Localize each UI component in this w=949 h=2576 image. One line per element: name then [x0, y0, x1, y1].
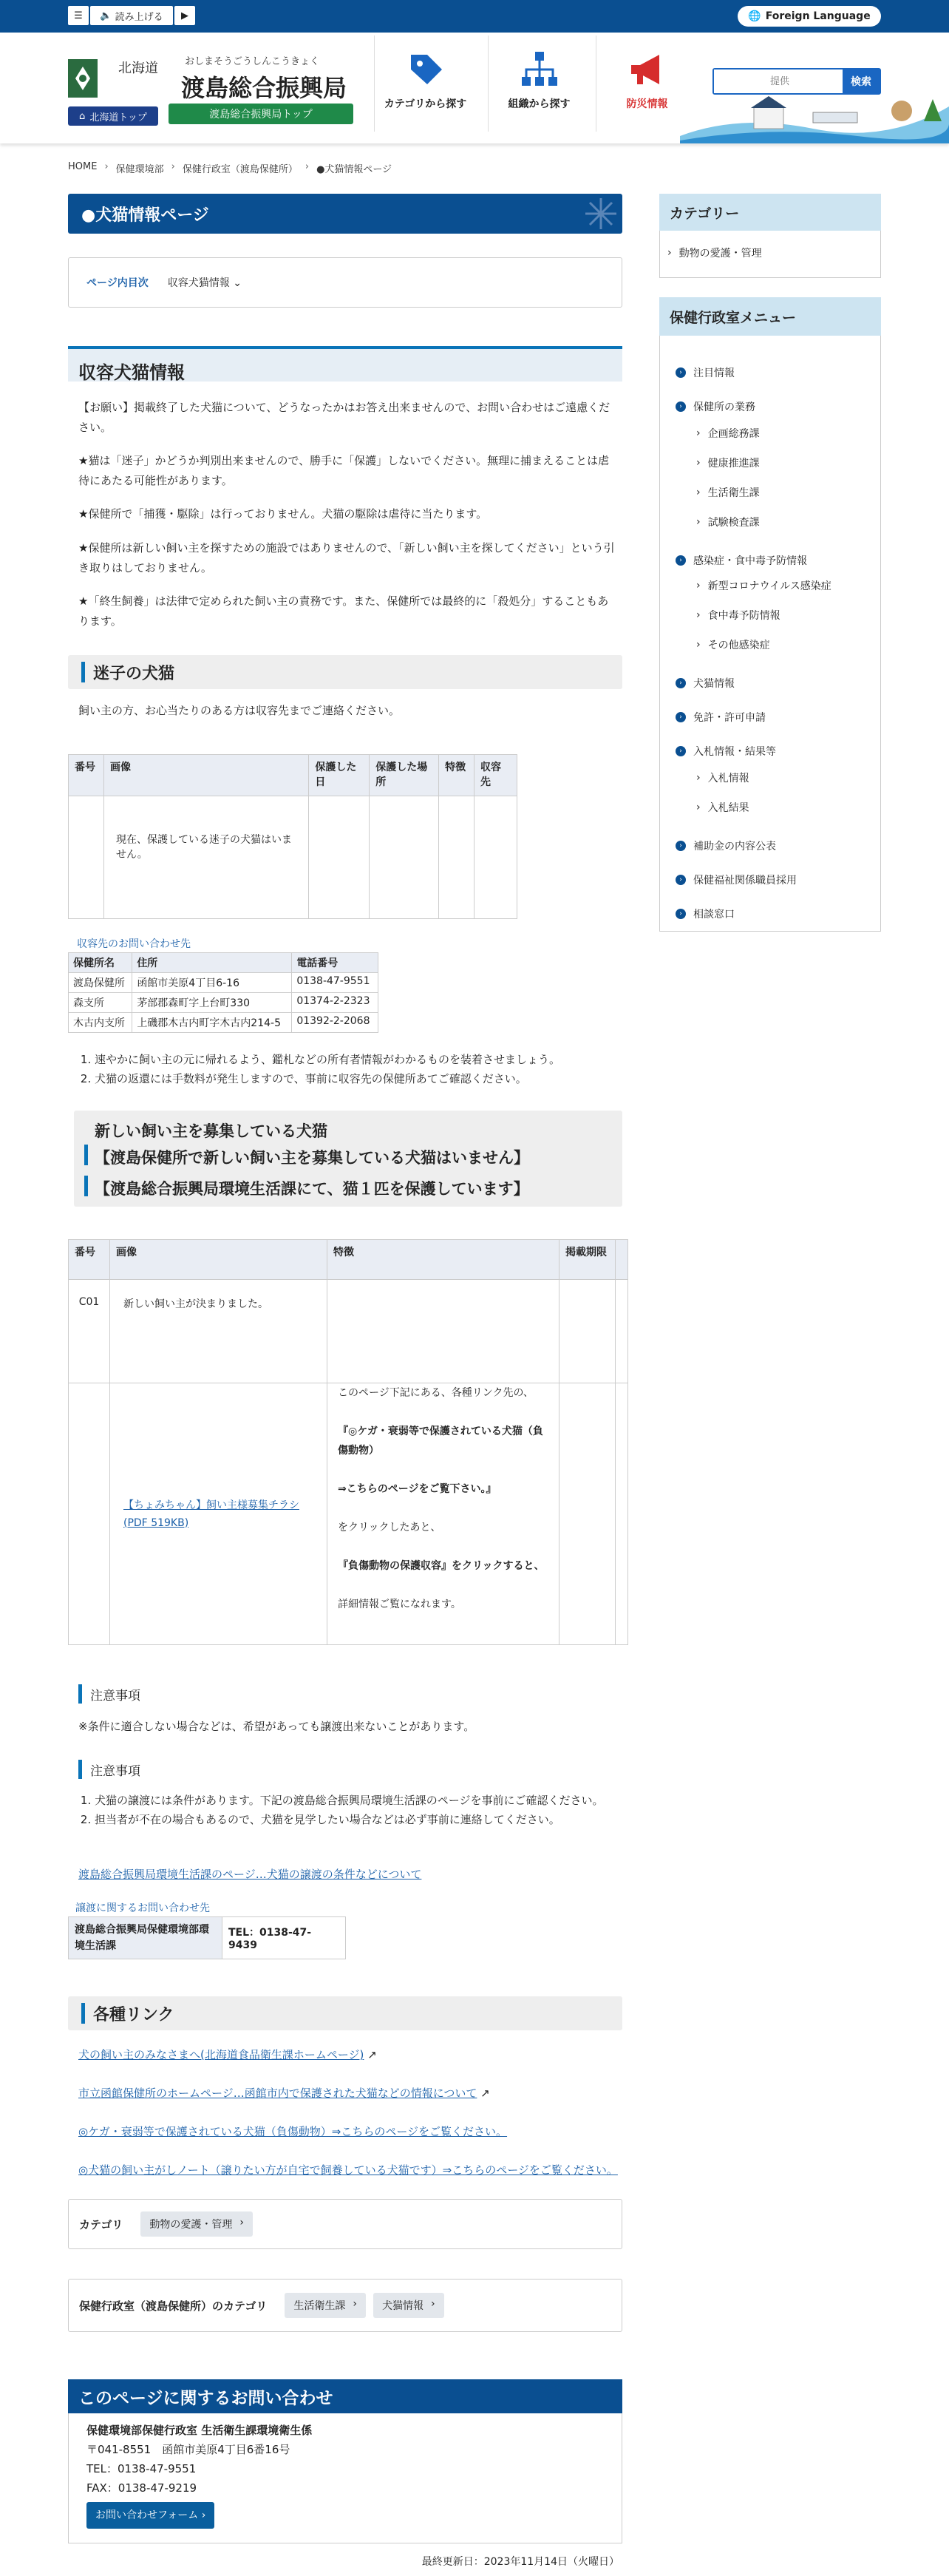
lost-heading: 迷子の犬猫	[68, 655, 622, 689]
hokkaido-emblem-icon	[68, 59, 98, 98]
table-cell: 茅部郡森町字上台町330	[132, 993, 292, 1013]
read-aloud-button[interactable]	[90, 6, 173, 25]
chevron-right-icon: ›	[696, 772, 701, 784]
feature-text: 『◎ケガ・衰弱等で保護されている犬猫（負傷動物）	[338, 1426, 543, 1457]
snowflake-icon	[584, 197, 618, 231]
hokkaido-top-label: 北海道トップ	[89, 112, 147, 123]
circle-chevron-icon: ›	[676, 555, 686, 566]
chevron-right-icon: ›	[696, 801, 701, 813]
env-section-link[interactable]: 渡島総合振興局環境生活課のページ…犬猫の譲渡の条件などについて	[78, 1868, 422, 1881]
table-cell: C01	[69, 1280, 110, 1383]
chevron-right-icon: ›	[305, 161, 310, 172]
table-cell	[616, 1280, 628, 1383]
adoption-heading: 新しい飼い主を募集している犬猫	[95, 1122, 327, 1140]
sidebar-menu-title: 保健行政室メニュー	[659, 297, 881, 336]
table-cell: 新しい飼い主が決まりました。	[110, 1280, 327, 1383]
chevron-right-icon: ›	[104, 161, 109, 172]
table-cell	[370, 796, 439, 919]
chevron-right-icon: ›	[353, 2298, 358, 2310]
read-aloud-label: 読み上げる	[115, 11, 163, 23]
inquiry-tel: TEL：0138-47-9551	[86, 2462, 197, 2475]
table-cell	[559, 1280, 616, 1383]
circle-chevron-icon: ›	[676, 875, 686, 885]
table-cell: 渡島保健所	[69, 973, 132, 993]
sidebar-item-label: 犬猫情報	[693, 678, 735, 690]
chevron-right-icon: ›	[431, 2298, 435, 2310]
th-place: 保護した場所	[370, 755, 439, 796]
sidebar-item[interactable]	[696, 770, 749, 785]
circle-chevron-icon: ›	[676, 367, 686, 378]
table-cell: 01392-2-2068	[292, 1013, 378, 1033]
chevron-right-icon: ›	[696, 457, 701, 469]
sidebar-item-label: 保健福祉関係職員採用	[693, 875, 797, 887]
sidebar-item-label: 企画総務課	[707, 428, 760, 440]
external-link[interactable]: 市立函館保健所のホームページ…函館市内で保護された犬猫などの情報について	[78, 2087, 477, 2100]
brand-name[interactable]: 渡島総合振興局	[181, 74, 347, 102]
table-cell	[309, 796, 370, 919]
search-input[interactable]	[714, 70, 844, 93]
table-row	[69, 973, 378, 993]
table-cell	[327, 1280, 559, 1383]
search-box	[712, 68, 881, 95]
sidebar-item-label: 入札情報	[707, 773, 749, 784]
th-image: 画像	[110, 1240, 327, 1280]
circle-chevron-icon: ›	[676, 401, 686, 412]
sidebar-item[interactable]	[676, 365, 735, 380]
adoption-heading-box	[74, 1111, 622, 1207]
sidebar-item[interactable]	[676, 553, 807, 568]
sidebar-item[interactable]	[676, 872, 797, 887]
sidebar-item[interactable]	[676, 399, 755, 414]
sidebar-item-label: 感染症・食中毒予防情報	[693, 555, 807, 567]
brand-ruby: おしまそうごうしんこうきょく	[185, 56, 320, 67]
table-cell: 函館市美原4丁目6-16	[132, 973, 292, 993]
megaphone-icon	[627, 49, 668, 90]
lost-table	[68, 754, 517, 919]
breadcrumb-home[interactable]: HOME	[68, 161, 98, 172]
adoption-subheading: 【渡島総合振興局環境生活課にて、猫１匹を保護しています】	[95, 1180, 529, 1198]
adoption-note-link[interactable]: ◎犬猫の飼い主がしノート（譲りたい方が自宅で飼養している犬猫です）⇒こちらのページをご覧ください。	[78, 2163, 618, 2177]
sidebar-item[interactable]	[676, 744, 776, 759]
notice-paragraph: ★猫は「迷子」かどうか判別出来ませんので、勝手に「保護」しないでください。無理に捕まえることは虐待にあたる可能性があります。	[78, 454, 610, 487]
sidebar-item[interactable]	[696, 455, 760, 470]
th-address: 住所	[132, 953, 292, 973]
breadcrumb	[68, 161, 392, 175]
sidebar-item[interactable]	[696, 608, 780, 623]
section-heading-shelter: 収容犬猫情報	[68, 346, 622, 382]
table-cell	[110, 1383, 327, 1645]
nav-organization[interactable]	[488, 35, 590, 132]
sidebar-item-label: 動物の愛護・管理	[678, 248, 762, 260]
sidebar-item[interactable]	[696, 800, 749, 815]
chevron-right-icon: ›	[171, 161, 175, 172]
lost-intro: 飼い主の方、お心当たりのある方は収容先までご連絡ください。	[78, 704, 401, 717]
inquiry-fax: FAX：0138-47-9219	[86, 2481, 197, 2495]
lost-notes	[95, 1050, 619, 1088]
table-cell: 上磯郡木古内町字木古内214-5	[132, 1013, 292, 1033]
table-cell: 現在、保護している迷子の犬猫はいません。	[103, 796, 308, 919]
table-cell	[475, 796, 517, 919]
th-number: 番号	[69, 755, 104, 796]
notice-text: ※条件に適合しない場合などは、希望があっても譲渡出来ないことがあります。	[78, 1720, 475, 1733]
notice-paragraph: 【お願い】掲載終了した犬猫について、どうなったかはお答え出来ませんので、お問い合わせはご遠慮ください。	[78, 401, 610, 434]
table-cell	[439, 796, 475, 919]
th-feature: 特徴	[439, 755, 475, 796]
sidebar-item-label: 健康推進課	[707, 458, 760, 470]
list-item: 1. 犬猫の譲渡には条件があります。下記の渡島総合振興局環境生活課のページを事前にご確認ください。	[95, 1791, 621, 1810]
speaker-icon: 🔈	[100, 10, 112, 21]
th-image: 画像	[103, 755, 308, 796]
feature-text: 詳細情報ご覧になれます。	[338, 1599, 461, 1610]
inquiry-heading: このページに関するお問い合わせ	[68, 2379, 622, 2413]
table-row	[69, 1013, 378, 1033]
sidebar-item-label: 生活衛生課	[707, 487, 760, 499]
office-category-box	[68, 2279, 622, 2332]
category-label: カテゴリ	[79, 2217, 123, 2231]
contact-tel: TEL：0138-47-9439	[222, 1917, 346, 1959]
circle-chevron-icon: ›	[676, 678, 686, 688]
chevron-down-icon: ⌄	[233, 277, 242, 289]
chevron-right-icon: ›	[696, 639, 701, 651]
feature-text: このページ下記にある、各種リンク先の、	[338, 1387, 534, 1399]
sidebar-item[interactable]	[696, 485, 760, 500]
table-cell	[69, 796, 104, 919]
nav-organization-label: 組織から探す	[508, 98, 571, 110]
hokkaido-top-button[interactable]	[68, 106, 158, 126]
category-chip[interactable]	[140, 2211, 253, 2237]
table-cell	[559, 1383, 616, 1645]
transfer-contact-table	[68, 1916, 346, 1959]
breadcrumb-current: ●犬猫情報ページ	[316, 164, 392, 175]
sidebar-item-label: 補助金の内容公表	[693, 841, 776, 853]
chevron-right-icon: ›	[696, 516, 701, 528]
inquiry-body	[68, 2413, 622, 2543]
globe-icon: 🌐	[748, 10, 761, 22]
notice-paragraph: ★保健所で「捕獲・駆除」は行っておりません。犬猫の駆除は虐待に当たります。	[78, 507, 488, 521]
hokkaido-label: 北海道	[118, 61, 158, 76]
home-icon: ⌂	[79, 110, 86, 122]
inquiry-address: 〒041-8551 函館市美原4丁目6番16号	[86, 2443, 290, 2456]
inquiry-form-label: お問い合わせフォーム	[95, 2509, 199, 2521]
contact-caption: 収容先のお問い合わせ先	[77, 938, 191, 950]
th-extra	[616, 1240, 628, 1280]
sidebar-item[interactable]	[676, 710, 766, 725]
breadcrumb-dept[interactable]: 保健環境部	[115, 164, 164, 175]
circle-chevron-icon: ›	[676, 909, 686, 919]
nav-disaster-label: 防災情報	[626, 98, 668, 110]
table-row	[69, 1383, 628, 1645]
sidebar-item-label: 保健所の業務	[693, 401, 755, 413]
list-item: 2. 担当者が不在の場合もあるので、犬猫を見学したい場合などは必ず事前に連絡してください。	[95, 1810, 621, 1829]
foreign-language-label: Foreign Language	[765, 10, 871, 22]
category-box	[68, 2199, 622, 2249]
feature-text: をクリックしたあと、	[338, 1522, 441, 1533]
play-icon[interactable]: ▶	[174, 6, 195, 25]
feature-text: ⇒こちらのページをご覧下さい。』	[338, 1483, 497, 1495]
sidebar-item-label: 入札情報・結果等	[693, 746, 776, 758]
sidebar-item-label: 相談窓口	[693, 909, 735, 921]
notice-heading: 注意事項	[78, 1760, 622, 1779]
contact-caption: 譲渡に関するお問い合わせ先	[75, 1902, 210, 1914]
sidebar-item[interactable]	[676, 838, 776, 853]
chip-label: 犬猫情報	[382, 2300, 424, 2312]
sidebar-item-label: 新型コロナウイルス感染症	[707, 580, 831, 592]
external-link-icon: ↗	[477, 2087, 490, 2100]
th-feature: 特徴	[327, 1240, 559, 1280]
adoption-subheading: 【渡島保健所で新しい飼い主を募集している犬猫はいません】	[95, 1149, 529, 1167]
table-cell: 0138-47-9551	[292, 973, 378, 993]
th-number: 番号	[69, 1240, 110, 1280]
inquiry-form-button[interactable]	[86, 2502, 214, 2529]
chevron-right-icon: ›	[239, 2217, 245, 2228]
chevron-right-icon: ›	[696, 487, 701, 498]
th-office: 保健所名	[69, 953, 132, 973]
foreign-language-button[interactable]	[738, 6, 881, 27]
category-chip[interactable]	[285, 2293, 366, 2318]
th-date: 保護した日	[309, 755, 370, 796]
notice-paragraph: ★「終生飼養」は法律で定められた飼い主の責務です。また、保健所では最終的に「殺処分」することもあります。	[78, 594, 609, 628]
flyer-pdf-link[interactable]: 【ちょみちゃん】飼い主様募集チラシ(PDF 519KB)	[123, 1499, 299, 1529]
site-header	[0, 33, 949, 143]
links-list	[78, 2045, 622, 2180]
page-title-text: ●犬猫情報ページ	[81, 206, 209, 225]
table-cell: 01374-2-2323	[292, 993, 378, 1013]
circle-chevron-icon: ›	[676, 746, 686, 756]
chevron-right-icon: ›	[667, 247, 672, 259]
nav-category[interactable]	[374, 35, 476, 132]
chip-label: 生活衛生課	[293, 2300, 346, 2312]
sidebar-item[interactable]	[696, 637, 770, 652]
shelter-contact-table	[68, 952, 378, 1033]
chevron-right-icon: ›	[696, 580, 701, 592]
toc-item-label: 収容犬猫情報	[167, 277, 230, 289]
sidebar-item-label: 入札結果	[707, 802, 749, 814]
th-shelter: 収容先	[475, 755, 517, 796]
sidebar-item[interactable]	[696, 515, 760, 529]
table-cell: 森支所	[69, 993, 132, 1013]
sidebar-item-label: 注目情報	[693, 367, 735, 379]
sidebar-item[interactable]	[676, 676, 735, 691]
table-cell: 木古内支所	[69, 1013, 132, 1033]
circle-chevron-icon: ›	[676, 841, 686, 851]
sidebar-category-title: カテゴリー	[659, 194, 881, 231]
breadcrumb-office[interactable]: 保健行政室（渡島保健所）	[182, 164, 298, 175]
external-link[interactable]: 犬の飼い主のみなさまへ(北海道食品衛生課ホームページ)	[78, 2048, 364, 2061]
th-expiry: 掲載期限	[559, 1240, 616, 1280]
page-title	[68, 194, 622, 234]
sidebar-category-item[interactable]	[667, 245, 762, 260]
injured-animals-link[interactable]: ◎ケガ・衰弱等で保護されている犬猫（負傷動物）⇒こちらのページをご覧ください。	[78, 2125, 508, 2138]
links-heading: 各種リンク	[68, 1996, 622, 2030]
category-chip[interactable]	[373, 2293, 444, 2318]
heading-bar	[84, 1145, 88, 1165]
toc-item[interactable]	[168, 275, 242, 290]
table-cell	[616, 1383, 628, 1645]
page-toc	[68, 257, 622, 308]
sidebar-item-label: 免許・許可申請	[693, 712, 766, 724]
table-row	[69, 993, 378, 1013]
external-link-icon: ↗	[364, 2048, 377, 2061]
sidebar-item-label: 試験検査課	[707, 517, 760, 529]
sidebar-item[interactable]	[676, 906, 735, 921]
tag-icon	[405, 49, 446, 90]
oshima-top-button[interactable]: 渡島総合振興局トップ	[169, 104, 353, 124]
chevron-right-icon: ›	[201, 2509, 206, 2521]
top-bar	[0, 0, 949, 33]
circle-chevron-icon: ›	[676, 712, 686, 722]
last-updated: 最終更新日：2023年11月14日（火曜日）	[421, 2556, 619, 2568]
chevron-right-icon: ›	[696, 427, 701, 439]
nav-category-label: カテゴリから探す	[384, 98, 467, 110]
sidebar-item[interactable]	[696, 578, 831, 593]
notice-paragraph: ★保健所は新しい飼い主を探すための施設ではありませんので、「新しい飼い主を探してください」という引き取りはしておりません。	[78, 541, 615, 574]
landscape-illustration	[680, 92, 949, 143]
sidebar-item-label: 食中毒予防情報	[707, 610, 780, 622]
menu-icon[interactable]: ☰	[68, 6, 89, 25]
list-item: 2. 犬猫の返還には手数料が発生しますので、事前に収容先の保健所あてご確認ください。	[95, 1069, 619, 1088]
notice-heading: 注意事項	[78, 1684, 622, 1704]
chevron-right-icon: ›	[696, 609, 701, 621]
list-item: 1. 速やかに飼い主の元に帰れるよう、鑑札などの所有者情報がわかるものを装着させましょう。	[95, 1050, 619, 1069]
category-label: 保健行政室（渡島保健所）のカテゴリ	[79, 2299, 268, 2313]
table-cell	[69, 1383, 110, 1645]
table-row	[69, 1280, 628, 1383]
org-chart-icon	[519, 49, 560, 90]
notice-list	[95, 1791, 621, 1829]
toc-label: ページ内目次	[86, 277, 149, 289]
search-button[interactable]: 検索	[843, 70, 880, 93]
sidebar-item[interactable]	[696, 426, 760, 441]
feature-text: 『負傷動物の保護収容』をクリックすると、	[338, 1560, 545, 1572]
heading-bar	[84, 1176, 88, 1196]
sidebar-category-box	[659, 231, 881, 278]
inquiry-org: 保健環境部保健行政室 生活衛生課環境衛生係	[86, 2424, 313, 2437]
sidebar-item-label: その他感染症	[707, 640, 770, 651]
table-cell	[327, 1383, 559, 1645]
th-phone: 電話番号	[292, 953, 378, 973]
chip-label: 動物の愛護・管理	[149, 2219, 233, 2231]
contact-name: 渡島総合振興局保健環境部環境生活課	[69, 1917, 222, 1959]
adoption-table	[68, 1239, 628, 1645]
